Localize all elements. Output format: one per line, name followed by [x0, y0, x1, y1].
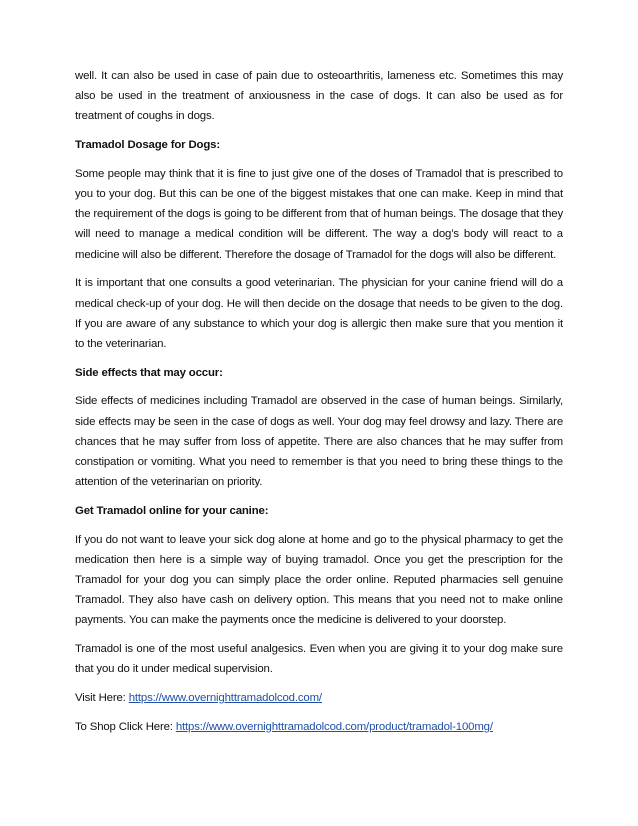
- paragraph-online: If you do not want to leave your sick dog alone at home and go to the physical pharmacy to get the medication then here is a simple way of buying tramadol. Once you get the prescription for the Tramadol for your dog you can simply place the order online. Reputed pharmacies sell genuine Tramadol. They also have cash on delivery option. This means that you need not to make online payments. You can make the payments once the medicine is delivered to your doorstep.: [75, 533, 563, 627]
- heading-dosage: Tramadol Dosage for Dogs:: [75, 139, 220, 152]
- paragraph-intro: well. It can also be used in case of pain due to osteoarthritis, lameness etc. Sometimes this may also be used in the treatment of anxiousness in the case of dogs. It can also be used as for treatment of coughs in dogs.: [75, 70, 563, 123]
- shop-line: [75, 717, 563, 737]
- shop-label: To Shop Click Here:: [75, 720, 176, 733]
- paragraph-side-effects: Side effects of medicines including Tramadol are observed in the case of human beings. Similarly, side effects may be seen in the case of dogs as well. Your dog may feel drowsy and lazy. There are chances that he may suffer from loss of appetite. There are also chances that he may suffer from constipation or vomiting. What you need to remember is that you need to bring these things to the attention of the veterinarian on priority.: [75, 395, 563, 489]
- heading-online: Get Tramadol online for your canine:: [75, 504, 269, 517]
- paragraph-conclusion: Tramadol is one of the most useful analgesics. Even when you are giving it to your dog make sure that you do it under medical supervision.: [75, 643, 563, 676]
- paragraph-dosage-2: It is important that one consults a good veterinarian. The physician for your canine friend will do a medical check-up of your dog. He will then decide on the dosage that needs to be given to the dog. If you are aware of any substance to which your dog is allergic then make sure that you mention it to the veterinarian.: [75, 277, 563, 350]
- heading-side-effects: Side effects that may occur:: [75, 366, 223, 379]
- visit-link[interactable]: https://www.overnighttramadolcod.com/: [128, 691, 322, 704]
- visit-line: [75, 688, 563, 708]
- visit-label: Visit Here:: [75, 691, 129, 704]
- document-page: [75, 66, 563, 745]
- shop-link[interactable]: https://www.overnighttramadolcod.com/product/tramadol-100mg/: [175, 720, 493, 733]
- paragraph-dosage-1: Some people may think that it is fine to just give one of the doses of Tramadol that is prescribed to you to your dog. But this can be one of the biggest mistakes that one can make. Keep in mind that the requirement of the dogs is going to be different from that of human beings. The dosage that they will need to manage a medical condition will be different. The way a dog’s body will react to a medicine will also be different. Therefore the dosage of Tramadol for the dogs will also be different.: [75, 167, 563, 261]
